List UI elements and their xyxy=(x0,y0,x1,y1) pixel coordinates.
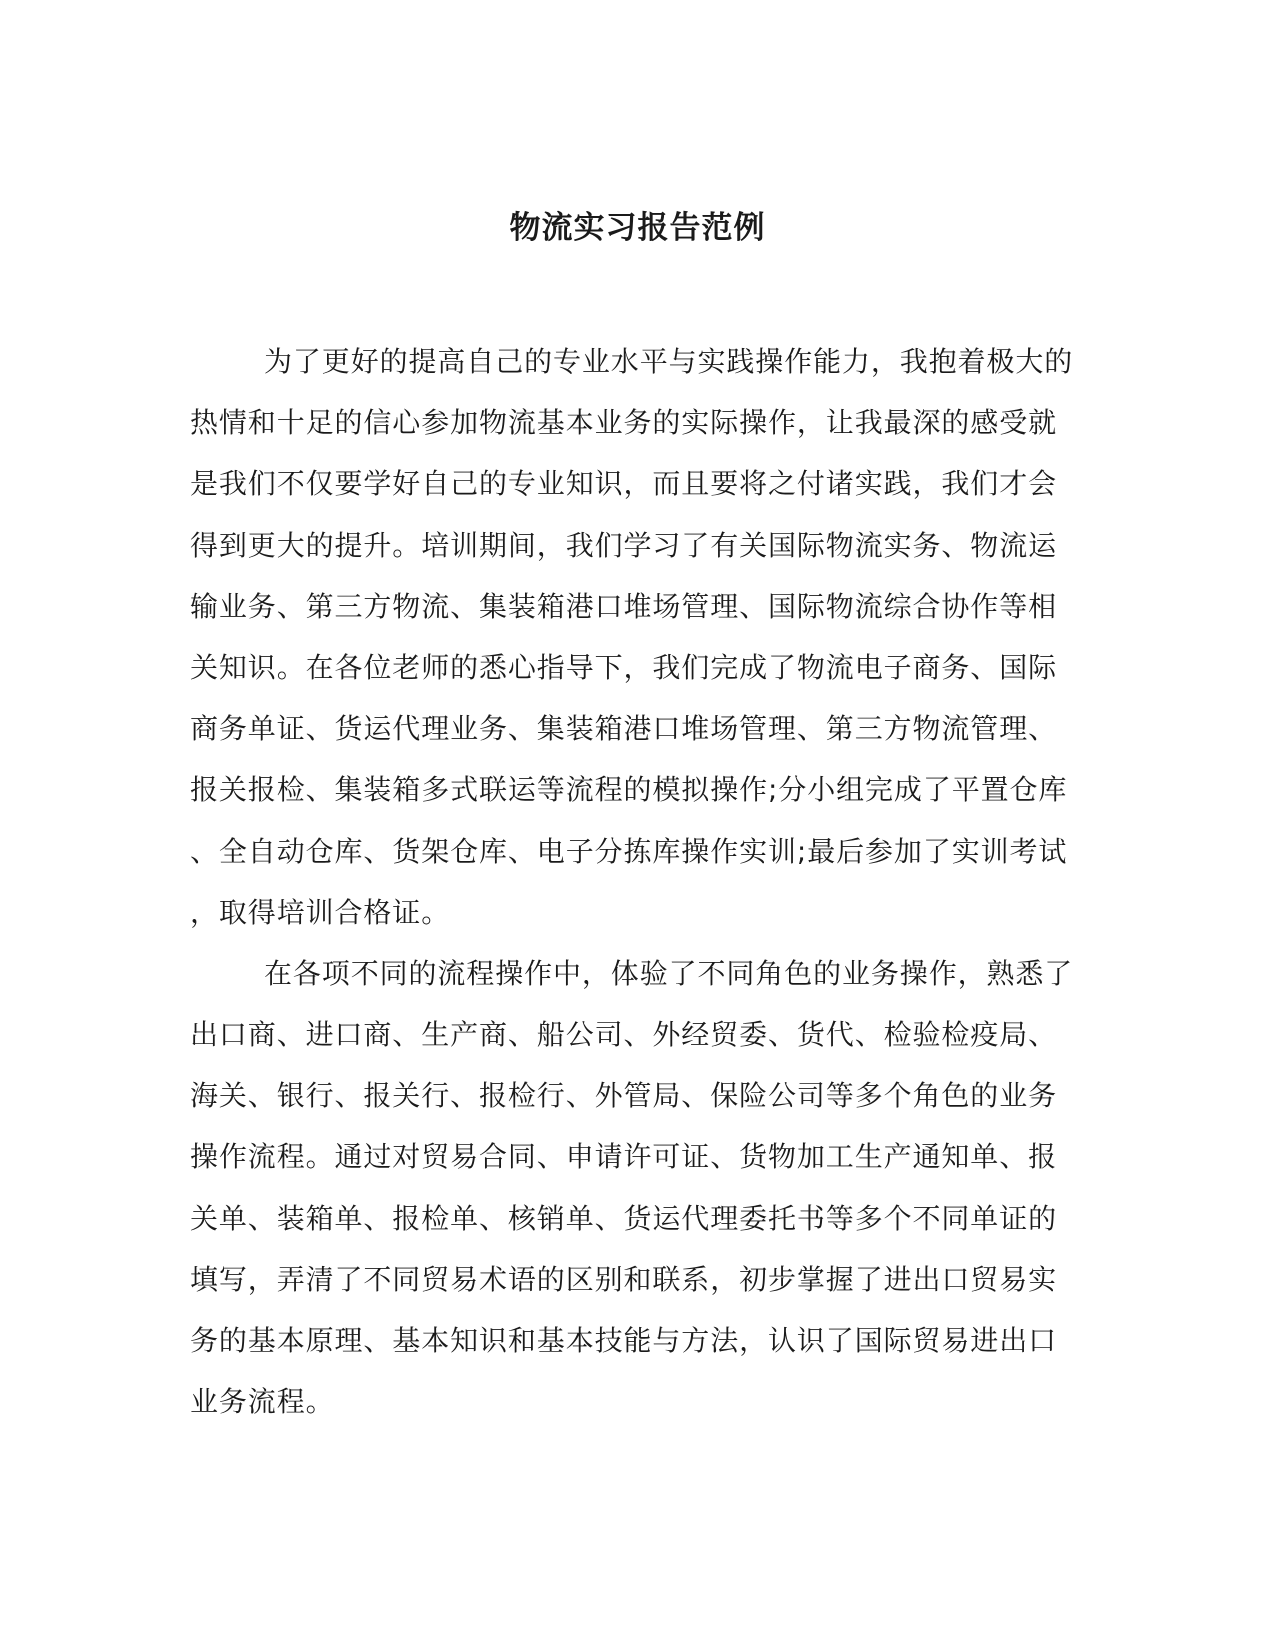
paragraph-line: 、全自动仓库、货架仓库、电子分拣库操作实训;最后参加了实训考试 xyxy=(190,834,1068,868)
paragraph-line: 输业务、第三方物流、集装箱港口堆场管理、国际物流综合协作等相 xyxy=(190,589,1058,623)
paragraph-line: 填写，弄清了不同贸易术语的区别和联系，初步掌握了进出口贸易实 xyxy=(190,1262,1058,1296)
paragraph-line: 出口商、进口商、生产商、船公司、外经贸委、货代、检验检疫局、 xyxy=(190,1018,1058,1052)
paragraph-line: 关知识。在各位老师的悉心指导下，我们完成了物流电子商务、国际 xyxy=(190,650,1058,684)
document-title: 物流实习报告范例 xyxy=(509,210,766,246)
paragraph-line: 海关、银行、报关行、报检行、外管局、保险公司等多个角色的业务 xyxy=(190,1079,1058,1113)
document-body xyxy=(190,331,1074,1432)
paragraph-2 xyxy=(190,943,1074,1433)
paragraph-line: 为了更好的提高自己的专业水平与实践操作能力，我抱着极大的 xyxy=(264,345,1074,378)
paragraph-line: 热情和十足的信心参加物流基本业务的实际操作，让我最深的感受就 xyxy=(190,406,1058,440)
paragraph-line: 商务单证、货运代理业务、集装箱港口堆场管理、第三方物流管理、 xyxy=(190,712,1058,746)
paragraph-line: 关单、装箱单、报检单、核销单、货运代理委托书等多个不同单证的 xyxy=(190,1201,1058,1235)
paragraph-line: 在各项不同的流程操作中，体验了不同角色的业务操作，熟悉了 xyxy=(264,956,1074,990)
paragraph-line: ，取得培训合格证。 xyxy=(190,895,451,929)
paragraph-line: 操作流程。通过对贸易合同、申请许可证、货物加工生产通知单、报 xyxy=(190,1140,1058,1174)
paragraph-1 xyxy=(190,331,1074,943)
paragraph-line: 报关报检、集装箱多式联运等流程的模拟操作;分小组完成了平置仓库 xyxy=(190,773,1068,807)
paragraph-line: 业务流程。 xyxy=(190,1385,335,1419)
paragraph-line: 得到更大的提升。培训期间，我们学习了有关国际物流实务、物流运 xyxy=(190,528,1058,562)
paragraph-line: 是我们不仅要学好自己的专业知识，而且要将之付诸实践，我们才会 xyxy=(190,467,1058,501)
paragraph-line: 务的基本原理、基本知识和基本技能与方法，认识了国际贸易进出口 xyxy=(190,1324,1058,1357)
